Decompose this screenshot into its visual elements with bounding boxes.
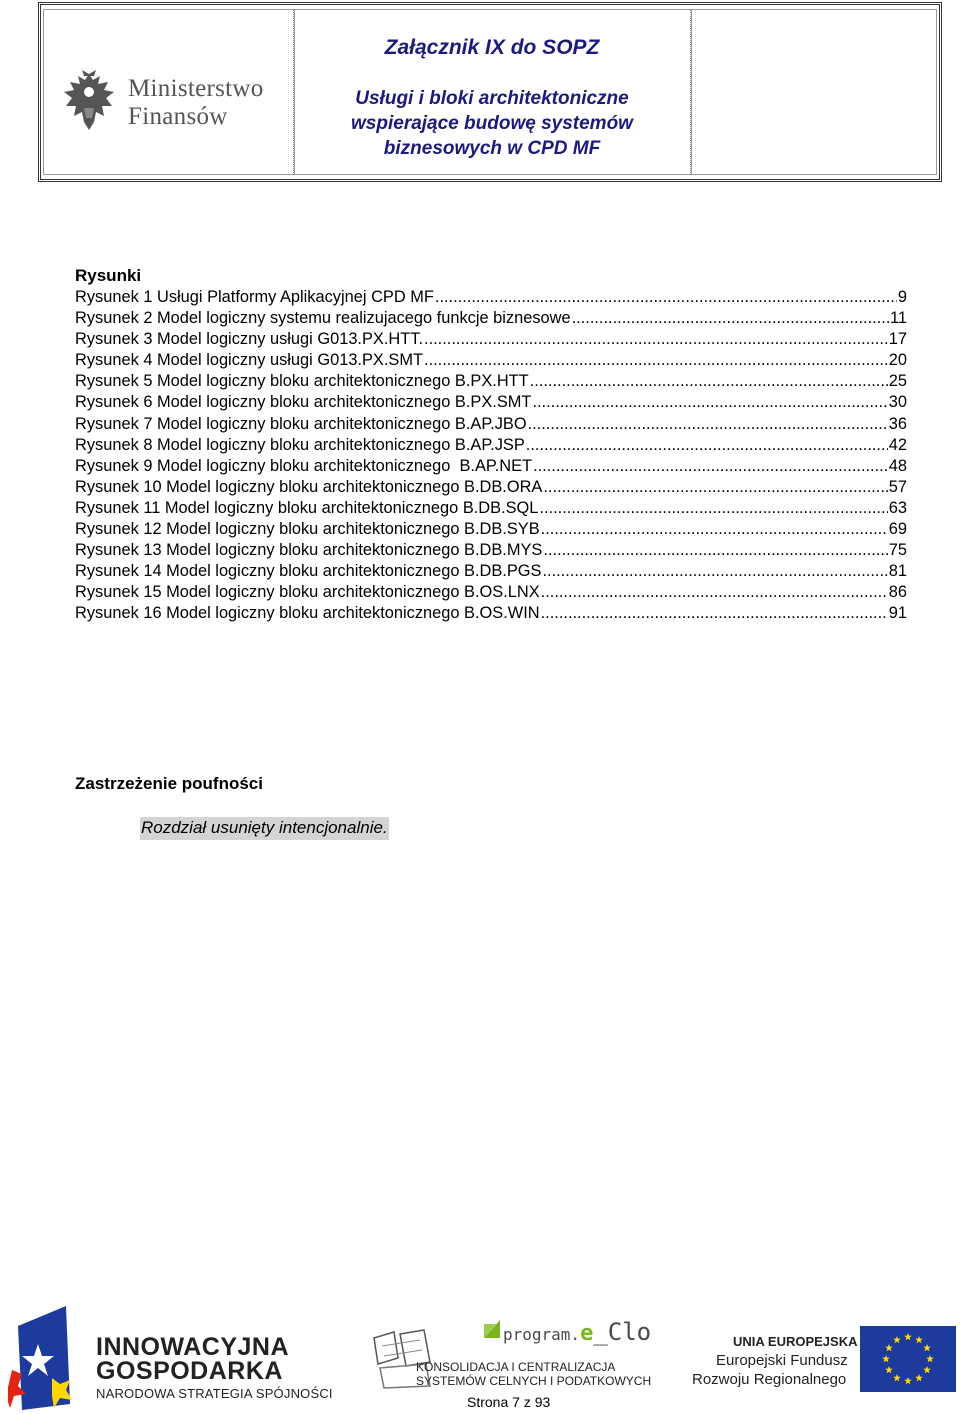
figure-entry-label: Rysunek 5 Model logiczny bloku architektonicznego B.PX.HTT bbox=[75, 372, 529, 391]
confidentiality-note: Rozdział usunięty intencjonalnie. bbox=[140, 817, 389, 840]
figure-entry-label: Rysunek 15 Model logiczny bloku architektonicznego B.OS.LNX bbox=[75, 583, 540, 602]
program-clo: _Clo bbox=[593, 1318, 652, 1346]
figure-entry-label: Rysunek 7 Model logiczny bloku architektonicznego B.AP.JBO bbox=[75, 414, 527, 433]
header-empty-cell bbox=[691, 9, 937, 175]
figure-entry[interactable] bbox=[75, 540, 907, 561]
header-logo-cell bbox=[43, 9, 295, 175]
figure-entry-label: Rysunek 14 Model logiczny bloku architektonicznego B.DB.PGS bbox=[75, 562, 542, 581]
figure-entry-page-number: 17 bbox=[888, 330, 907, 349]
figure-entry-label: Rysunek 4 Model logiczny usługi G013.PX.SMT bbox=[75, 351, 424, 370]
figure-entry[interactable] bbox=[75, 435, 907, 456]
eu-flag-icon bbox=[860, 1326, 956, 1392]
figure-entry-leader-dots bbox=[435, 287, 897, 308]
figure-entry-leader-dots bbox=[530, 371, 888, 392]
figure-entry-label: Rysunek 11 Model logiczny bloku architektonicznego B.DB.SQL bbox=[75, 498, 539, 517]
figure-entry[interactable] bbox=[75, 287, 907, 308]
figure-entry[interactable] bbox=[75, 329, 907, 350]
program-e: e bbox=[580, 1321, 594, 1346]
subtitle-line-2: wspierające budowę systemów bbox=[351, 113, 633, 134]
figure-entry-leader-dots bbox=[572, 308, 889, 329]
figure-entry[interactable] bbox=[75, 561, 907, 582]
figure-entry[interactable] bbox=[75, 582, 907, 603]
innovative-economy-star-icon bbox=[8, 1304, 74, 1412]
figure-entry-page-number: 63 bbox=[888, 498, 907, 517]
figure-entry-page-number: 57 bbox=[888, 477, 907, 496]
ministry-eagle-emblem-icon bbox=[60, 68, 118, 134]
figure-entry-page-number: 75 bbox=[888, 541, 907, 560]
program-prefix: program. bbox=[503, 1325, 581, 1344]
figure-entry-label: Rysunek 1 Usługi Platformy Aplikacyjnej CPD MF bbox=[75, 288, 434, 306]
figure-entry-leader-dots bbox=[533, 456, 888, 477]
program-eclo-logo-text bbox=[503, 1320, 651, 1345]
figure-entry-leader-dots bbox=[541, 519, 888, 540]
figure-entry-leader-dots bbox=[424, 329, 888, 350]
figure-entry-leader-dots bbox=[528, 414, 888, 435]
subtitle-line-1: Usługi i bloki architektoniczne bbox=[355, 88, 629, 109]
figure-entry[interactable] bbox=[75, 414, 907, 435]
attachment-title: Załącznik IX do SOPZ bbox=[384, 36, 600, 59]
figure-entry-leader-dots bbox=[543, 477, 887, 498]
figure-entry-leader-dots bbox=[543, 540, 887, 561]
figure-entry-label: Rysunek 12 Model logiczny bloku architektonicznego B.DB.SYB bbox=[75, 520, 540, 539]
figure-entry-page-number: 91 bbox=[888, 604, 907, 623]
figures-list bbox=[75, 287, 907, 625]
figure-entry[interactable] bbox=[75, 477, 907, 498]
figure-entry-leader-dots bbox=[542, 561, 887, 582]
eu-line2: Europejski Fundusz bbox=[716, 1352, 848, 1369]
figure-entry-page-number: 9 bbox=[897, 288, 907, 306]
figure-entry-label: Rysunek 8 Model logiczny bloku architektonicznego B.AP.JSP bbox=[75, 435, 525, 454]
consolidation-line1: KONSOLIDACJA I CENTRALIZACJA bbox=[416, 1360, 616, 1374]
confidentiality-heading: Zastrzeżenie poufności bbox=[75, 774, 263, 793]
ministry-name-line1: Ministerstwo bbox=[128, 75, 264, 102]
figure-entry[interactable] bbox=[75, 308, 907, 329]
figure-entry-page-number: 48 bbox=[888, 456, 907, 475]
innovative-economy-line2: GOSPODARKA bbox=[96, 1357, 283, 1385]
subtitle-line-3: biznesowych w CPD MF bbox=[383, 138, 601, 159]
figure-entry-leader-dots bbox=[424, 350, 888, 371]
program-eclo-leaf-icon bbox=[484, 1320, 500, 1338]
figure-entry-leader-dots bbox=[532, 392, 887, 413]
figure-entry[interactable] bbox=[75, 603, 907, 624]
innovative-economy-line3: NARODOWA STRATEGIA SPÓJNOŚCI bbox=[96, 1386, 333, 1401]
figure-entry-page-number: 81 bbox=[888, 562, 907, 581]
figure-entry-page-number: 36 bbox=[888, 414, 907, 433]
figure-entry-label: Rysunek 2 Model logiczny systemu realizujacego funkcje biznesowe bbox=[75, 309, 571, 328]
figure-entry-page-number: 42 bbox=[888, 435, 907, 454]
figure-entry-label: Rysunek 9 Model logiczny bloku architektonicznego B.AP.NET bbox=[75, 456, 533, 475]
figure-entry-page-number: 20 bbox=[888, 351, 907, 370]
document-subtitle bbox=[294, 86, 690, 161]
figure-entry-leader-dots bbox=[541, 603, 888, 624]
document-header bbox=[38, 2, 942, 182]
figure-entry[interactable] bbox=[75, 371, 907, 392]
figure-entry-leader-dots bbox=[541, 582, 888, 603]
figure-entry-label: Rysunek 13 Model logiczny bloku architektonicznego B.DB.MYS bbox=[75, 541, 543, 560]
figure-entry[interactable] bbox=[75, 519, 907, 540]
consolidation-line2: SYSTEMÓW CELNYCH I PODATKOWYCH bbox=[416, 1374, 652, 1388]
eu-line1: UNIA EUROPEJSKA bbox=[733, 1334, 858, 1349]
figure-entry-page-number: 25 bbox=[888, 372, 907, 391]
figure-entry-page-number: 11 bbox=[889, 309, 907, 328]
figure-entry-leader-dots bbox=[539, 498, 887, 519]
figure-entry-label: Rysunek 6 Model logiczny bloku architektonicznego B.PX.SMT bbox=[75, 393, 532, 412]
figure-entry-label: Rysunek 10 Model logiczny bloku architektonicznego B.DB.ORA bbox=[75, 477, 543, 496]
figures-heading: Rysunki bbox=[75, 266, 142, 285]
figure-entry[interactable] bbox=[75, 350, 907, 371]
ministry-name-line2: Finansów bbox=[128, 103, 228, 130]
figure-entry-label: Rysunek 3 Model logiczny usługi G013.PX.HTT. bbox=[75, 330, 424, 349]
figure-entry-leader-dots bbox=[526, 435, 888, 456]
figure-entry[interactable] bbox=[75, 456, 907, 477]
figure-entry-page-number: 86 bbox=[888, 583, 907, 602]
figure-entry[interactable] bbox=[75, 498, 907, 519]
figure-entry-page-number: 30 bbox=[888, 393, 907, 412]
header-title-cell bbox=[293, 9, 691, 175]
page-number: Strona 7 z 93 bbox=[467, 1394, 551, 1410]
figure-entry[interactable] bbox=[75, 392, 907, 413]
innovative-economy-line1: INNOWACYJNA bbox=[96, 1333, 290, 1361]
figure-entry-page-number: 69 bbox=[888, 520, 907, 539]
eu-line3: Rozwoju Regionalnego bbox=[692, 1371, 847, 1388]
figure-entry-label: Rysunek 16 Model logiczny bloku architektonicznego B.OS.WIN bbox=[75, 604, 540, 623]
